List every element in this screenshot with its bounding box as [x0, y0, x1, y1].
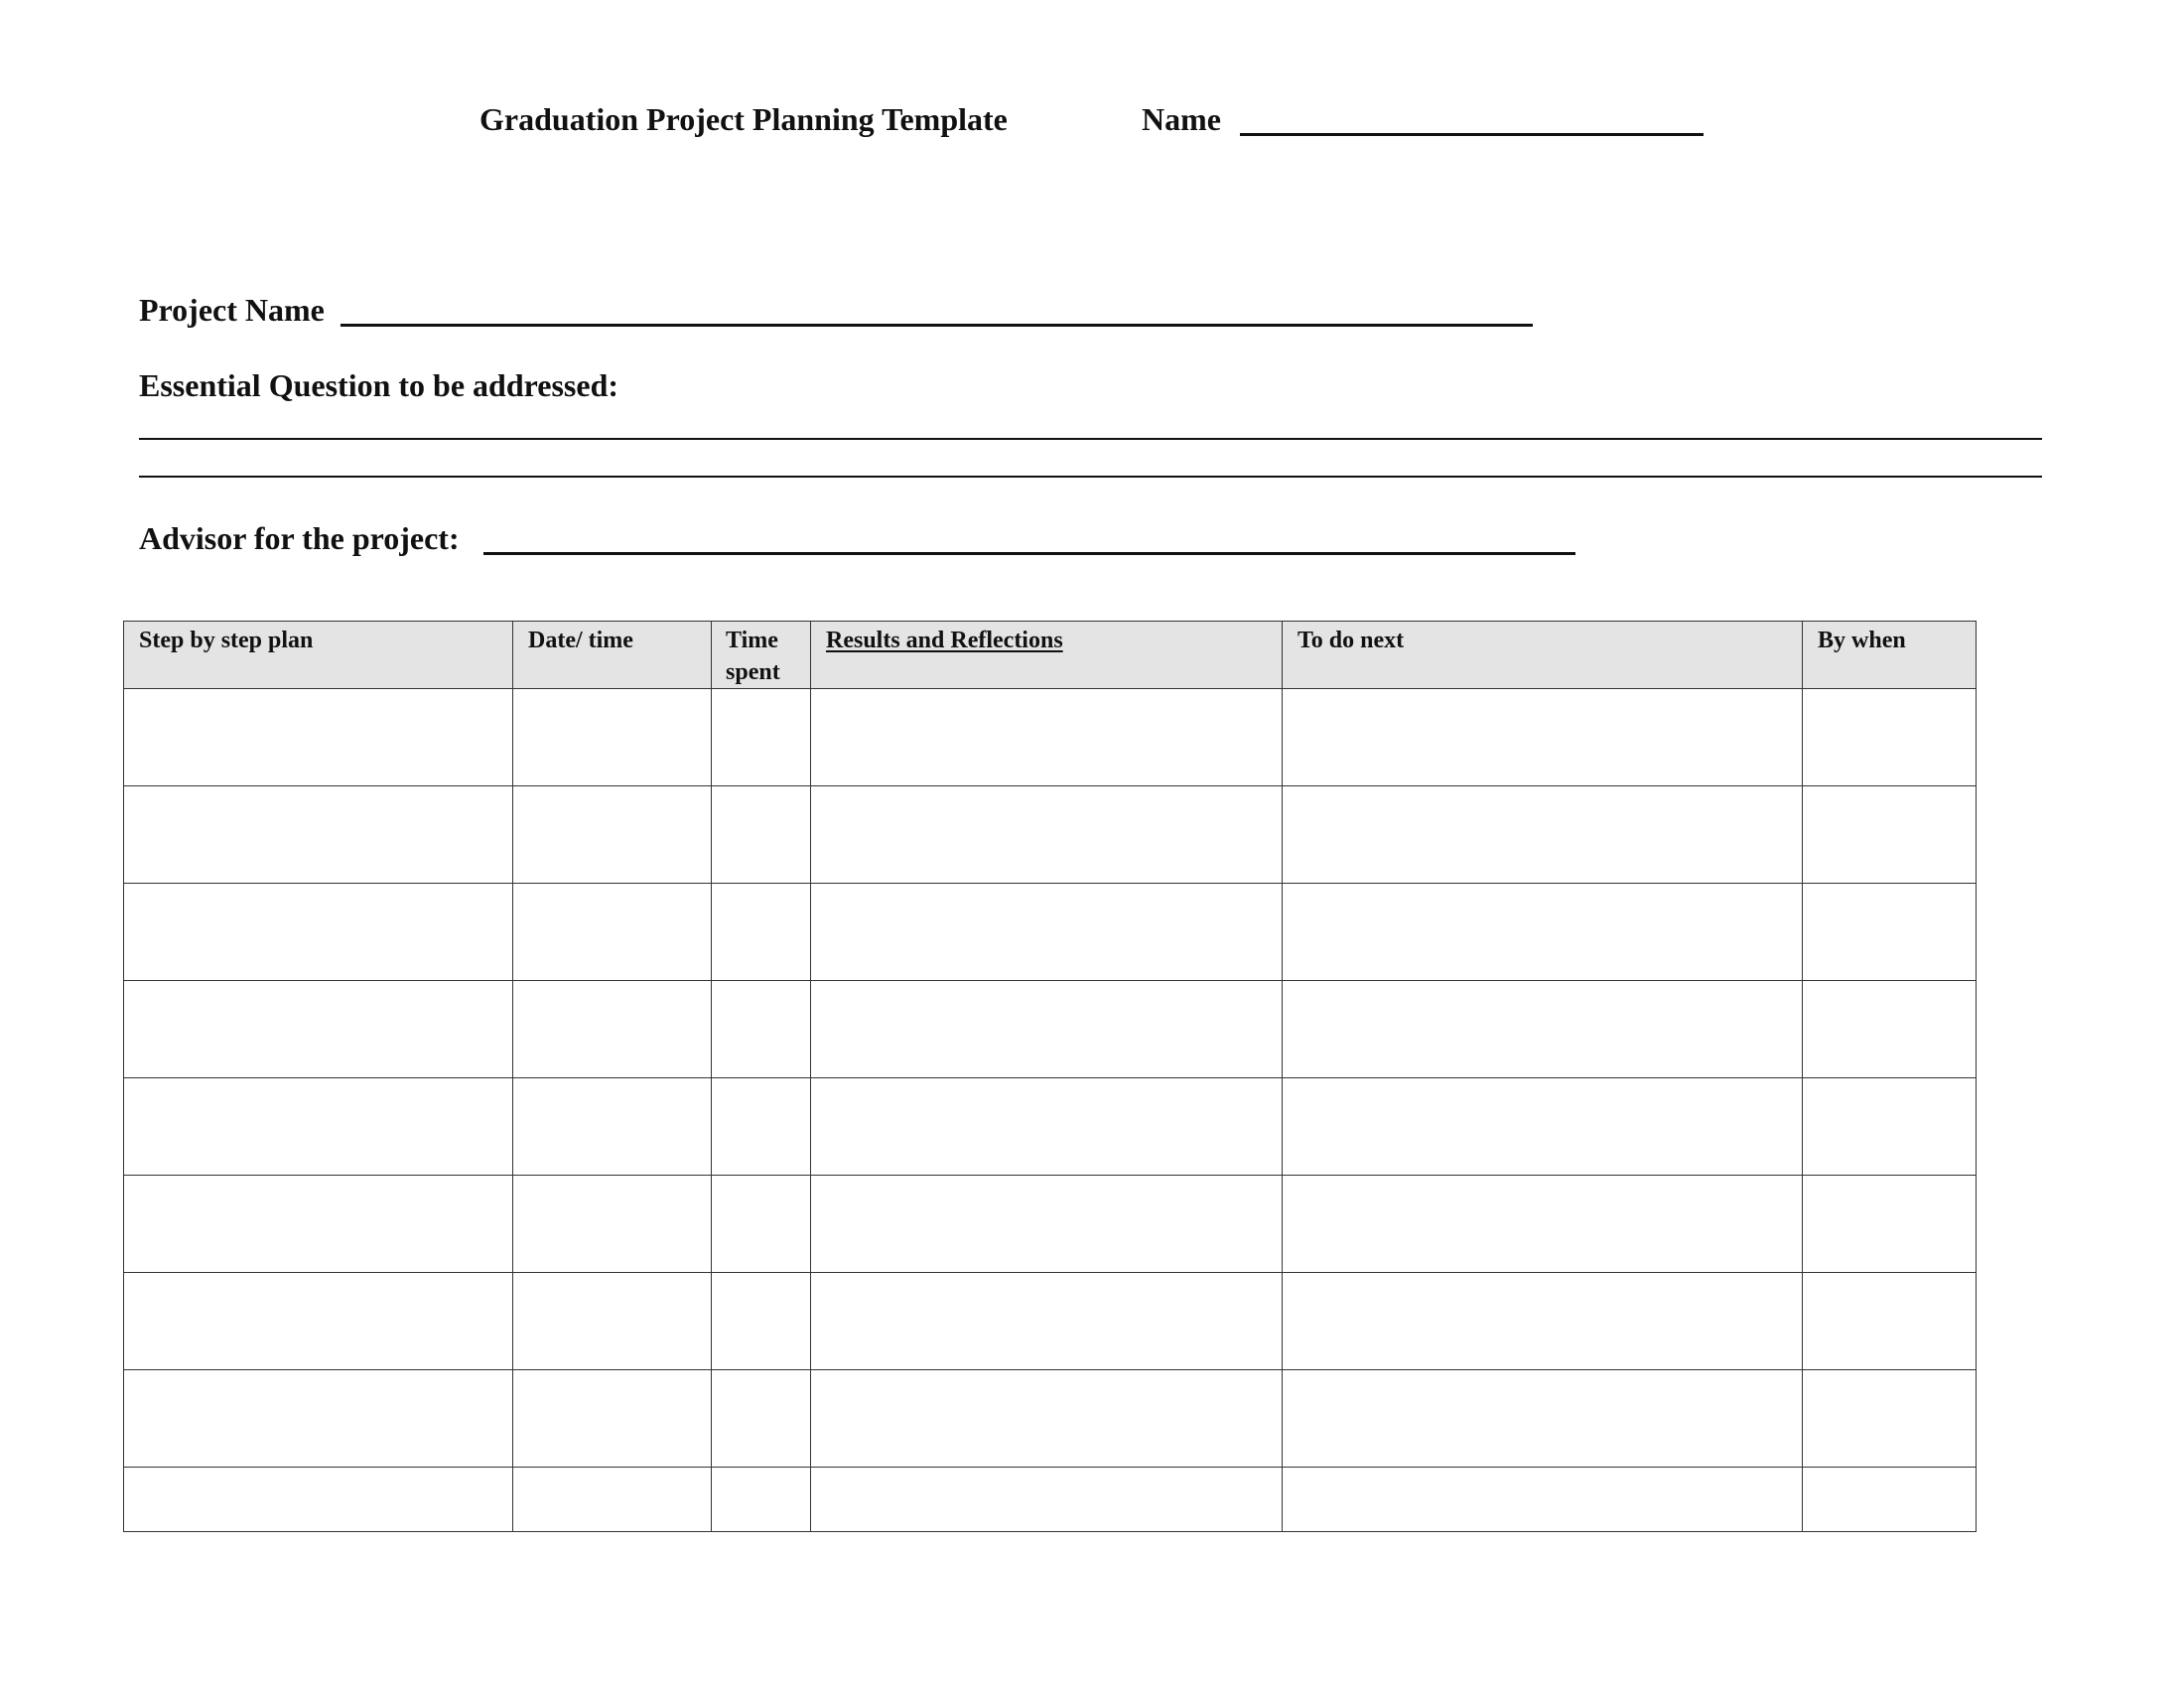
cell-results[interactable] — [811, 1176, 1283, 1273]
name-field-line[interactable] — [1240, 133, 1704, 136]
cell-to-do-next[interactable] — [1283, 884, 1803, 981]
cell-date-time[interactable] — [513, 1370, 712, 1468]
cell-date-time[interactable] — [513, 786, 712, 884]
column-header-to-do-next: To do next — [1283, 622, 1803, 689]
table-row — [124, 786, 1977, 884]
cell-time-spent[interactable] — [712, 1370, 811, 1468]
cell-step[interactable] — [124, 884, 513, 981]
cell-to-do-next[interactable] — [1283, 981, 1803, 1078]
essential-question-line-2[interactable] — [139, 476, 2042, 478]
cell-to-do-next[interactable] — [1283, 689, 1803, 786]
table-row — [124, 1176, 1977, 1273]
essential-question-line-1[interactable] — [139, 438, 2042, 440]
table-header-row — [124, 622, 1977, 689]
essential-question-label: Essential Question to be addressed: — [139, 367, 619, 403]
cell-results[interactable] — [811, 1468, 1283, 1532]
table-row — [124, 1273, 1977, 1370]
cell-by-when[interactable] — [1803, 689, 1977, 786]
cell-time-spent[interactable] — [712, 1468, 811, 1532]
column-header-results-and-reflections: Results and Reflections — [811, 622, 1283, 689]
cell-step[interactable] — [124, 1176, 513, 1273]
cell-date-time[interactable] — [513, 1176, 712, 1273]
cell-by-when[interactable] — [1803, 884, 1977, 981]
cell-results[interactable] — [811, 786, 1283, 884]
cell-results[interactable] — [811, 1078, 1283, 1176]
cell-step[interactable] — [124, 1370, 513, 1468]
cell-to-do-next[interactable] — [1283, 1078, 1803, 1176]
planning-table — [123, 621, 1977, 1532]
cell-by-when[interactable] — [1803, 786, 1977, 884]
advisor-field-line[interactable] — [483, 552, 1575, 555]
table-row — [124, 1468, 1977, 1532]
cell-to-do-next[interactable] — [1283, 1370, 1803, 1468]
cell-step[interactable] — [124, 1273, 513, 1370]
cell-date-time[interactable] — [513, 689, 712, 786]
cell-date-time[interactable] — [513, 1273, 712, 1370]
cell-time-spent[interactable] — [712, 1078, 811, 1176]
cell-step[interactable] — [124, 786, 513, 884]
table-row — [124, 981, 1977, 1078]
name-label: Name — [1142, 101, 1221, 137]
cell-step[interactable] — [124, 1468, 513, 1532]
table-row — [124, 884, 1977, 981]
cell-results[interactable] — [811, 689, 1283, 786]
cell-by-when[interactable] — [1803, 1273, 1977, 1370]
cell-time-spent[interactable] — [712, 1273, 811, 1370]
cell-time-spent[interactable] — [712, 1176, 811, 1273]
cell-step[interactable] — [124, 689, 513, 786]
cell-date-time[interactable] — [513, 981, 712, 1078]
cell-step[interactable] — [124, 1078, 513, 1176]
cell-time-spent[interactable] — [712, 884, 811, 981]
cell-date-time[interactable] — [513, 884, 712, 981]
cell-by-when[interactable] — [1803, 1078, 1977, 1176]
cell-date-time[interactable] — [513, 1078, 712, 1176]
cell-by-when[interactable] — [1803, 1468, 1977, 1532]
cell-step[interactable] — [124, 981, 513, 1078]
cell-by-when[interactable] — [1803, 1370, 1977, 1468]
table-row — [124, 689, 1977, 786]
column-header-step-by-step-plan: Step by step plan — [124, 622, 513, 689]
cell-time-spent[interactable] — [712, 786, 811, 884]
cell-to-do-next[interactable] — [1283, 1273, 1803, 1370]
cell-to-do-next[interactable] — [1283, 1468, 1803, 1532]
advisor-label: Advisor for the project: — [139, 520, 460, 556]
cell-by-when[interactable] — [1803, 1176, 1977, 1273]
cell-results[interactable] — [811, 1370, 1283, 1468]
cell-date-time[interactable] — [513, 1468, 712, 1532]
cell-results[interactable] — [811, 981, 1283, 1078]
column-header-date-time: Date/ time — [513, 622, 712, 689]
cell-results[interactable] — [811, 884, 1283, 981]
table-row — [124, 1370, 1977, 1468]
table-row — [124, 1078, 1977, 1176]
cell-results[interactable] — [811, 1273, 1283, 1370]
project-name-field-line[interactable] — [341, 324, 1533, 327]
column-header-by-when: By when — [1803, 622, 1977, 689]
project-name-label: Project Name — [139, 292, 325, 328]
cell-time-spent[interactable] — [712, 689, 811, 786]
cell-time-spent[interactable] — [712, 981, 811, 1078]
cell-to-do-next[interactable] — [1283, 1176, 1803, 1273]
column-header-time-spent: Time spent — [712, 622, 811, 689]
page-title: Graduation Project Planning Template — [479, 101, 1008, 137]
cell-by-when[interactable] — [1803, 981, 1977, 1078]
cell-to-do-next[interactable] — [1283, 786, 1803, 884]
